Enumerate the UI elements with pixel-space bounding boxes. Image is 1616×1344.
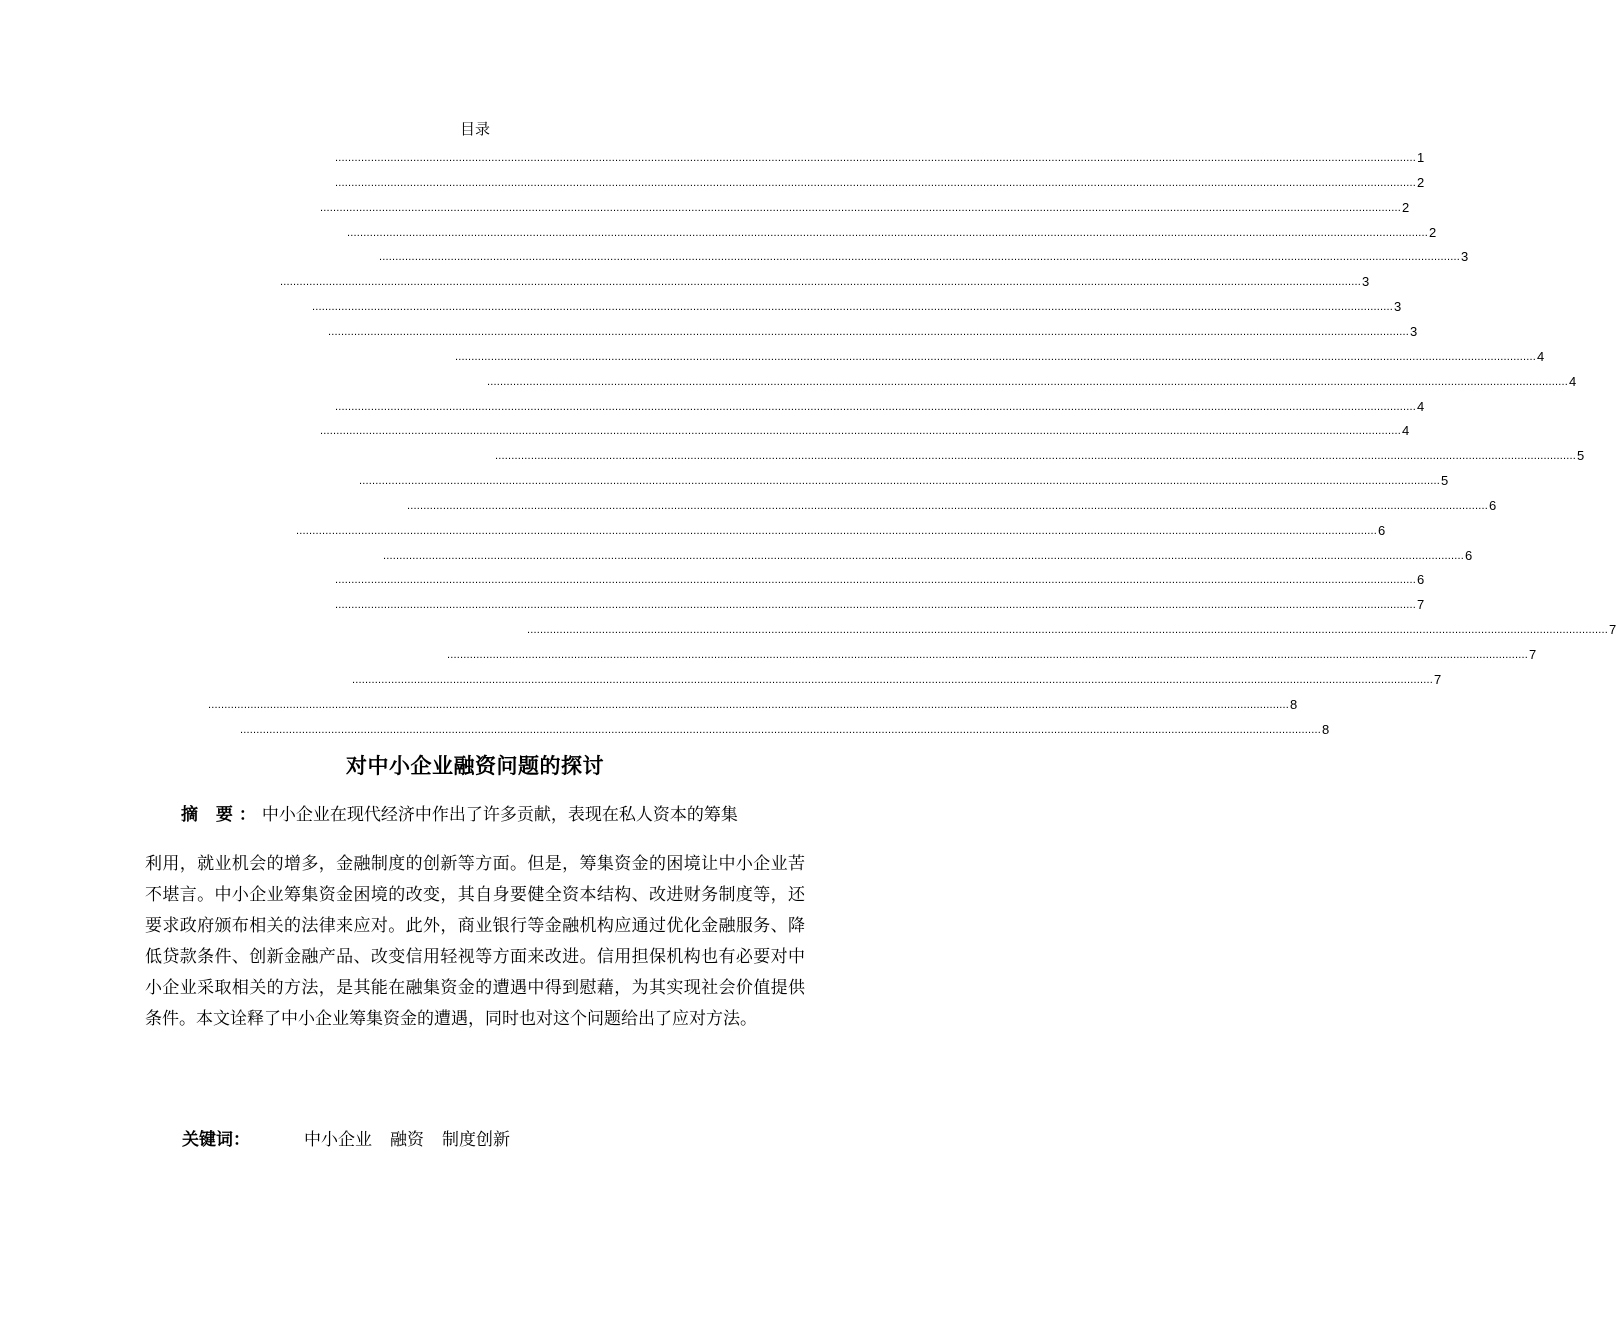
toc-page-number: 4: [1402, 423, 1410, 439]
toc-leader: ............................................................................................................................................................................................................................................................................................................................................: [379, 251, 1461, 264]
abstract-text-rest: 利用，就业机会的增多，金融制度的创新等方面。但是，筹集资金的困境让中小企业苦不堪言。中小企业筹集资金困境的改变，其自身要健全资本结构、改进财务制度等，还要求政府颁布相关的法律来应对。此外，商业银行等金融机构应通过优化金融服务、降低贷款条件、创新金融产品、改变信用轻视等方面来改进。信用担保机构也有必要对中小企业采取相关的方法，是其能在融集资金的遭遇中得到慰藉，为其实现社会价值提供条件。本文诠释了中小企业筹集资金的遭遇，同时也对这个问题给出了应对方法。: [145, 854, 805, 1029]
toc-page-number: 3: [1394, 299, 1402, 315]
toc-leader: ............................................................................................................................................................................................................................................................................................................................................: [296, 524, 1378, 537]
toc-page-number: 4: [1417, 398, 1425, 414]
toc-entry[interactable]: [280, 269, 1370, 290]
document-title: 对中小企业融资问题的探讨: [346, 754, 604, 778]
toc-page-number: 6: [1378, 522, 1386, 538]
toc-leader: ............................................................................................................................................................................................................................................................................................................................................: [320, 425, 1402, 438]
toc-leader: ............................................................................................................................................................................................................................................................................................................................................: [447, 649, 1529, 661]
toc-leader: ............................................................................................................................................................................................................................................................................................................................................: [347, 226, 1429, 239]
toc-entry[interactable]: [359, 468, 1449, 489]
keywords-label: 关键词：: [182, 1130, 250, 1150]
toc-entry[interactable]: [320, 195, 1410, 215]
toc-entry[interactable]: [335, 592, 1425, 613]
abstract-label: 摘 要：: [181, 805, 262, 825]
toc-leader: ............................................................................................................................................................................................................................................................................................................................................: [312, 301, 1394, 314]
toc-leader: ............................................................................................................................................................................................................................................................................................................................................: [487, 375, 1569, 388]
toc-page-number: 7: [1434, 671, 1442, 687]
toc-entry[interactable]: [312, 294, 1402, 315]
toc-leader: ............................................................................................................................................................................................................................................................................................................................................: [359, 475, 1441, 488]
toc-leader: ............................................................................................................................................................................................................................................................................................................................................: [335, 152, 1417, 164]
toc-entry[interactable]: [455, 344, 1545, 364]
abstract: [145, 800, 805, 1035]
abstract-first-line: [145, 800, 805, 831]
toc-page-number: 2: [1402, 199, 1410, 215]
toc-page-number: 7: [1417, 597, 1425, 613]
keyword-2: 融资: [390, 1130, 424, 1150]
toc-page-number: 7: [1609, 622, 1616, 638]
toc-entry[interactable]: [335, 394, 1425, 414]
toc-leader: ............................................................................................................................................................................................................................................................................................................................................: [328, 325, 1410, 338]
toc-page-number: 3: [1410, 323, 1418, 339]
toc-entry[interactable]: [328, 319, 1418, 339]
toc-page-number: 6: [1465, 547, 1473, 563]
toc-page-number: 2: [1429, 224, 1437, 240]
toc-entry[interactable]: [495, 443, 1585, 464]
toc-entry[interactable]: [383, 543, 1473, 563]
toc-entry[interactable]: [487, 369, 1577, 389]
toc-entry[interactable]: [447, 642, 1537, 662]
toc-leader: ............................................................................................................................................................................................................................................................................................................................................: [352, 673, 1434, 686]
toc-leader: ............................................................................................................................................................................................................................................................................................................................................: [383, 549, 1465, 562]
toc-leader: ............................................................................................................................................................................................................................................................................................................................................: [280, 276, 1362, 289]
keyword-1: 中小企业: [304, 1130, 372, 1150]
toc-page-number: 5: [1441, 473, 1449, 489]
toc-leader: ............................................................................................................................................................................................................................................................................................................................................: [208, 698, 1290, 711]
toc-entry[interactable]: [320, 418, 1410, 439]
toc-leader: ............................................................................................................................................................................................................................................................................................................................................: [495, 450, 1577, 463]
toc-page-number: 2: [1417, 174, 1425, 190]
toc-leader: ............................................................................................................................................................................................................................................................................................................................................: [320, 201, 1402, 214]
toc-page-number: 4: [1569, 373, 1577, 389]
toc-entry[interactable]: [407, 493, 1497, 513]
toc-page-number: 8: [1290, 696, 1298, 712]
toc-page-number: 1: [1417, 150, 1425, 165]
toc-entry[interactable]: [527, 617, 1616, 638]
toc-leader: ............................................................................................................................................................................................................................................................................................................................................: [407, 499, 1489, 512]
abstract-text-start: 中小企业在现代经济中作出了许多贡献，表现在私人资本的筹集: [261, 805, 738, 825]
toc-entry[interactable]: [296, 518, 1386, 538]
toc-page-number: 7: [1529, 647, 1537, 662]
toc-page-number: 5: [1577, 448, 1585, 464]
toc-leader: ............................................................................................................................................................................................................................................................................................................................................: [240, 723, 1322, 736]
toc-page-number: 3: [1362, 274, 1370, 290]
toc-entry[interactable]: [352, 667, 1442, 687]
toc-page-number: 4: [1537, 348, 1545, 364]
toc-leader: ............................................................................................................................................................................................................................................................................................................................................: [455, 350, 1537, 363]
toc-leader: ............................................................................................................................................................................................................................................................................................................................................: [335, 574, 1417, 587]
toc-page-number: 6: [1417, 572, 1425, 588]
toc-page-number: 3: [1461, 249, 1469, 265]
toc-entry[interactable]: [208, 692, 1298, 712]
toc-entry[interactable]: [379, 244, 1469, 265]
toc-entry[interactable]: [240, 717, 1330, 737]
toc-entry[interactable]: [335, 170, 1425, 190]
toc-entry[interactable]: [335, 567, 1425, 588]
toc-page-number: 8: [1322, 721, 1330, 737]
toc-leader: ............................................................................................................................................................................................................................................................................................................................................: [335, 176, 1417, 189]
toc-leader: ............................................................................................................................................................................................................................................................................................................................................: [335, 400, 1417, 413]
toc-entry[interactable]: [335, 145, 1425, 165]
toc-title: 目录: [459, 120, 490, 138]
keywords: [182, 1125, 528, 1150]
toc-leader: ............................................................................................................................................................................................................................................................................................................................................: [527, 624, 1609, 637]
toc-leader: ............................................................................................................................................................................................................................................................................................................................................: [335, 599, 1417, 612]
toc-entry[interactable]: [347, 220, 1437, 240]
toc-page-number: 6: [1489, 497, 1497, 513]
keyword-3: 制度创新: [442, 1130, 510, 1150]
